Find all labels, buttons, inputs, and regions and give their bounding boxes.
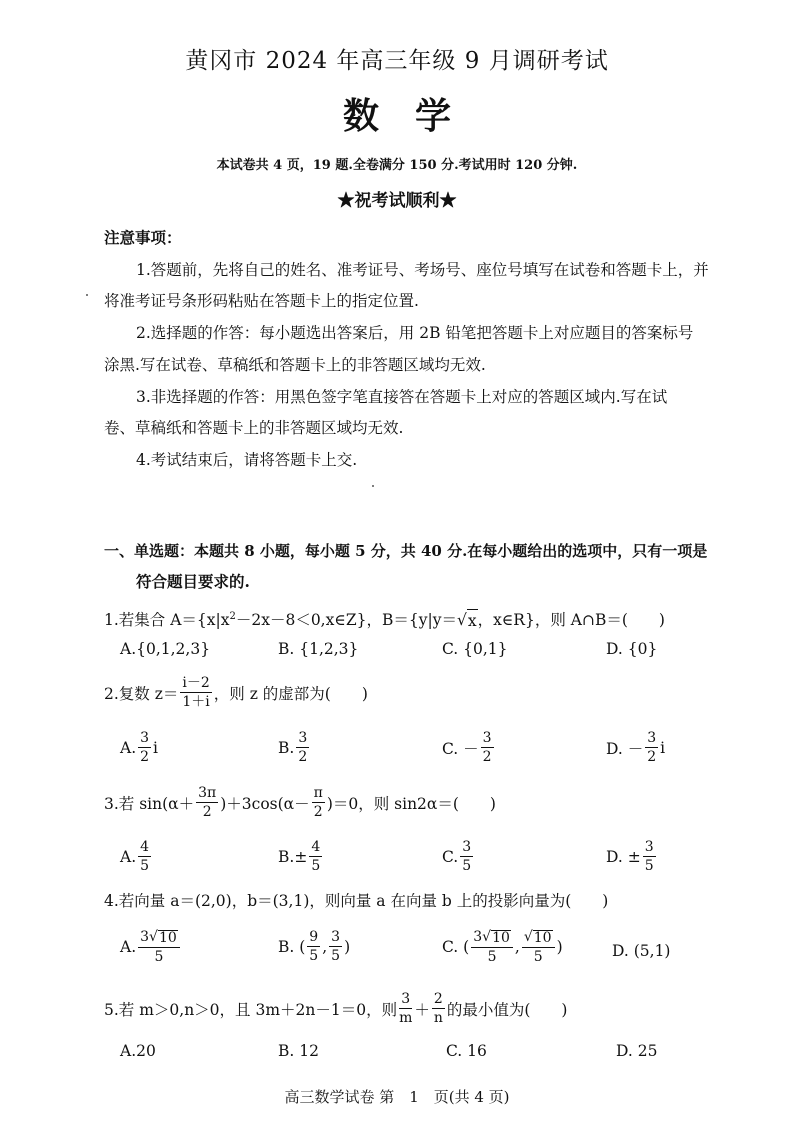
q4-a-coef: 3 [140,929,150,945]
q4-c-radicand-1: 10 [492,930,510,946]
q1-exponent: 2 [229,611,236,622]
q3-num-1: 3π [198,785,217,801]
q4-c-sqrt-1: √ 10 [482,929,510,946]
q2-d-suffix: i [660,738,666,757]
q4-c-num-2 [522,930,555,948]
q4-b-num-2: 3 [331,929,341,945]
q3-den-2: 2 [313,804,323,820]
q4-option-b [278,930,350,963]
q3-b-num: 4 [311,839,321,855]
q4-b-den-2: 5 [331,948,341,964]
q2-c-num: 3 [482,730,492,746]
q2-d-den: 2 [647,749,657,765]
q2-b-den: 2 [298,749,308,765]
q1-option-b: B. {1,2,3} [278,640,359,658]
q5-num-2: 2 [433,991,443,1007]
q1-radicand: x [467,609,478,632]
q4-a-sqrt: √ 10 [149,929,177,946]
q3-a-frac [138,840,151,873]
q1-option-c: C. {0,1} [442,640,508,658]
q2-option-b [278,731,311,764]
q5-plus: ＋ [414,1000,430,1019]
q2-d-num: 3 [647,730,657,746]
q4-option-c [442,930,563,964]
q3-c-label: C. [442,847,459,866]
q4-c-label: C. ( [442,938,470,956]
q3-b-label: B.± [278,847,308,866]
q5-text-b: 的最小值为( ) [446,1000,568,1019]
q5-den-2: n [433,1010,443,1026]
q4-a-radicand: 10 [158,930,177,946]
q5-option-d: D. 25 [616,1042,658,1060]
q4-c-coef: 3 [473,929,483,945]
scan-speck [86,294,88,296]
q4-b-label: B. ( [278,937,306,956]
q1-text-a: 1.若集合 A＝{x|x [104,611,230,630]
q2-numerator: i－2 [182,675,210,691]
q4-a-den: 5 [154,949,164,965]
q4-c-frac-1 [471,930,513,964]
question-4-stem: 4.若向量 a＝(2,0)，b＝(3,1)，则向量 a 在向量 b 上的投影向量为( ) [104,892,609,910]
notice-line-4: 涂黑.写在试卷、草稿纸和答题卡上的非答题区域均无效. [104,356,486,374]
q4-c-den-1: 5 [487,949,497,965]
q3-option-d [606,840,658,873]
q3-b-frac [309,840,322,873]
q1-option-d: D. {0} [606,640,658,658]
q2-b-label: B. [278,738,295,757]
notice-line-7: 4.考试结束后，请将答题卡上交. [136,451,358,469]
q4-c-den-2: 5 [533,949,543,965]
q3-d-label: D. ± [606,847,641,866]
q2-d-label: D. － [606,739,644,758]
q4-c-sep: , [514,938,520,956]
q4-b-frac-1 [307,930,320,963]
q3-c-den: 5 [462,858,472,874]
q3-a-den: 5 [140,858,150,874]
notice-line-5: 3.非选择题的作答：用黑色签字笔直接答在答题卡上对应的答题区域内.写在试 [136,388,668,406]
q3-num-2: π [313,785,323,801]
q1-option-a: A.{0,1,2,3} [120,640,211,658]
q4-c-num-1 [471,930,513,948]
q2-a-frac [138,731,151,764]
q2-c-den: 2 [482,749,492,765]
q2-a-suffix: i [153,738,159,757]
section-heading-1: 一、单选题：本题共 8 小题，每小题 5 分，共 40 分.在每小题给出的选项中，只有一项是 [104,542,708,560]
notice-line-2: 将准考证号条形码粘贴在答题卡上的指定位置. [104,292,419,310]
q5-option-b: B. 12 [278,1042,319,1060]
q2-fraction [180,676,211,709]
q3-c-frac [460,840,473,873]
q2-c-frac [481,731,494,764]
scan-speck [372,485,374,487]
q2-denominator: 1＋i [182,694,210,710]
q4-b-num-1: 9 [309,929,319,945]
good-luck-banner: ★祝考试顺利★ [337,191,457,211]
q4-option-a [120,930,182,964]
notice-line-1: 1.答题前，先将自己的姓名、准考证号、考场号、座位号填写在试卷和答题卡上，并 [136,261,709,279]
q1-text-c: ，x∈R}，则 A∩B＝( ) [477,611,665,630]
q4-b-frac-2 [329,930,342,963]
question-5-stem [104,992,567,1025]
notice-line-3: 2.选择题的作答：每小题选出答案后，用 2B 铅笔把答题卡上对应题目的答案标号 [136,324,694,342]
q2-option-a [120,731,158,764]
q2-b-frac [296,731,309,764]
q2-text-a: 2.复数 z＝ [104,684,179,703]
q5-frac-2 [432,992,445,1025]
q2-b-num: 3 [298,730,308,746]
q3-option-a [120,840,153,873]
q4-b-sep: , [322,937,328,956]
q4-option-d: D. (5,1) [612,942,671,960]
q2-a-label: A. [120,738,137,757]
q3-a-num: 4 [140,839,150,855]
q4-c-frac-2 [522,930,555,964]
q2-a-num: 3 [140,730,150,746]
q3-d-num: 3 [644,839,654,855]
q2-text-b: ，则 z 的虚部为( ) [213,684,368,703]
q4-c-end: ) [556,938,563,956]
q3-text-c: )＝0，则 sin2α＝( ) [326,794,496,813]
q1-sqrt: √ x [456,611,477,631]
q5-option-a: A.20 [120,1042,156,1060]
q2-option-d [606,731,665,764]
q4-a-frac [138,930,180,964]
q2-option-c [442,731,496,764]
q4-c-radicand-2: 10 [533,930,552,946]
q3-frac-2 [312,786,325,819]
q1-text-b: －2x－8＜0,x∈Z}，B＝{y|y＝ [235,611,457,630]
q4-b-den-1: 5 [309,948,319,964]
q3-b-den: 5 [311,858,321,874]
section-heading-2: 符合题目要求的. [136,572,250,591]
paper-info: 本试卷共 4 页，19 题.全卷满分 150 分.考试用时 120 分钟. [216,158,578,173]
q4-a-num [138,930,180,948]
notice-line-6: 卷、草稿纸和答题卡上的非答题区域均无效. [104,419,404,437]
question-3-stem [104,786,496,819]
q3-text-b: )＋3cos(α－ [220,794,310,813]
page-footer: 高三数学试卷 第 1 页(共 4 页) [284,1088,510,1106]
subject-title: 数学 [342,95,487,137]
q4-c-sqrt-2: √ 10 [523,929,552,946]
q3-a-label: A. [120,847,137,866]
q5-option-c: C. 16 [446,1042,487,1060]
q2-d-frac [645,731,658,764]
q5-text-a: 5.若 m＞0,n＞0，且 3m＋2n－1＝0，则 [104,1000,398,1019]
question-1-stem [104,606,665,632]
q3-frac-1 [196,786,218,819]
q3-den-1: 2 [202,804,212,820]
q3-d-den: 5 [644,858,654,874]
q3-option-c [442,840,475,873]
q2-a-den: 2 [140,749,150,765]
q2-c-label: C. － [442,739,479,758]
q3-option-b [278,840,324,873]
q4-b-end: ) [344,937,351,956]
question-2-stem [104,676,368,709]
q4-a-label: A. [120,938,137,956]
q3-text-a: 3.若 sin(α＋ [104,794,195,813]
q5-frac-1 [399,992,412,1025]
q5-den-1: m [399,1010,413,1026]
q3-c-num: 3 [462,839,472,855]
exam-title: 黄冈市 2024 年高三年级 9 月调研考试 [185,48,609,74]
q5-num-1: 3 [401,991,411,1007]
q3-d-frac [643,840,656,873]
notice-heading: 注意事项： [104,228,182,247]
